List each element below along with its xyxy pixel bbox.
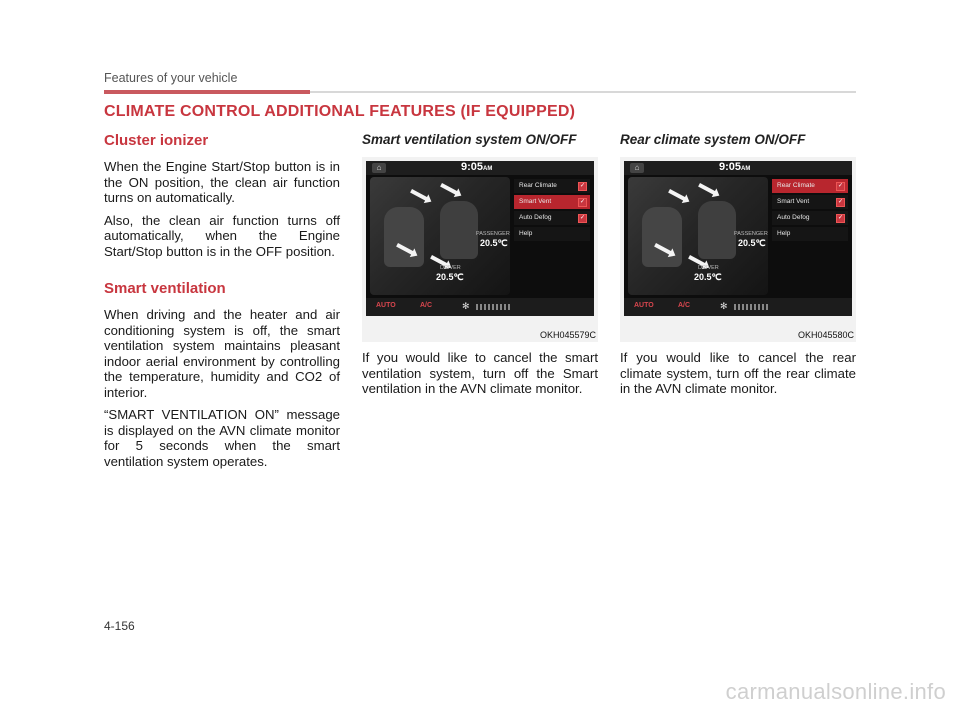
paragraph: If you would like to cancel the rear climate system, turn off the rear climate in the AVN climate monitor.: [620, 350, 856, 396]
page-number: 4-156: [104, 619, 135, 633]
menu-item-rear-climate: Rear Climate ✓: [514, 179, 590, 193]
fan-icon: ✻: [462, 301, 470, 311]
home-icon: ⌂: [630, 163, 644, 173]
climate-menu: [772, 179, 848, 243]
clock: 9:05AM: [461, 161, 493, 173]
checkbox-icon: ✓: [579, 199, 586, 205]
paragraph: Also, the clean air function turns off automatically, when the Engine Start/Stop button is in the OFF position.: [104, 212, 340, 259]
paragraph: If you would like to cancel the smart ventilation system, turn off the Smart ventilation in the AVN climate monitor.: [362, 350, 598, 396]
heading-smart-ventilation: Smart ventilation: [104, 280, 226, 297]
heading-smart-ventilation-onoff: Smart ventilation system ON/OFF: [362, 132, 577, 147]
paragraph: When the Engine Start/Stop button is in the ON position, the clean air function turns on automatically.: [104, 159, 340, 205]
avn-climate-screen: ⌂ 9:05AM PASSENGER 20.5℃ DRIVER 20.5℃ Rear Climate ✓ Smart Vent ✓ Auto Defog ✓ Help AUTO A/C ✻: [366, 161, 594, 316]
car-interior-illustration: PASSENGER 20.5℃ DRIVER 20.5℃: [370, 177, 510, 295]
menu-item-help: Help: [514, 227, 590, 241]
home-icon: ⌂: [372, 163, 386, 173]
fan-speed-bars: [734, 304, 768, 310]
header-rule: [310, 91, 856, 93]
paragraph: When driving and the heater and air conditioning system is off, the smart ventilation system maintains pleasant indoor aerial environment by controlling the temperature, humidity and CO2 of interior.: [104, 307, 340, 400]
image-code: OKH045580C: [797, 330, 854, 340]
image-code: OKH045579C: [539, 330, 596, 340]
avn-climate-screen: ⌂ 9:05AM PASSENGER 20.5℃ DRIVER 20.5℃ Rear Climate ✓ Smart Vent ✓ Auto Defog ✓ Help AUTO A/C ✻: [624, 161, 852, 316]
climate-menu: [514, 179, 590, 243]
header-rule-accent: [104, 90, 310, 94]
menu-item-rear-climate: Rear Climate ✓: [772, 179, 848, 193]
section-title: CLIMATE CONTROL ADDITIONAL FEATURES (IF EQUIPPED): [104, 103, 576, 120]
checkbox-icon: ✓: [837, 215, 844, 221]
watermark: carmanualsonline.info: [725, 679, 946, 704]
running-title: Features of your vehicle: [104, 71, 238, 85]
clock: 9:05AM: [719, 161, 751, 173]
menu-item-help: Help: [772, 227, 848, 241]
figure-avn-screen: [620, 157, 856, 342]
figure-avn-screen: [362, 157, 598, 342]
menu-item-smart-vent: Smart Vent ✓: [772, 195, 848, 209]
checkbox-icon: ✓: [837, 199, 844, 205]
menu-item-auto-defog: Auto Defog ✓: [514, 211, 590, 225]
column-right: [620, 128, 856, 404]
fan-icon: ✻: [720, 301, 728, 311]
menu-item-smart-vent: Smart Vent ✓: [514, 195, 590, 209]
paragraph: “SMART VENTILATION ON” message is displayed on the AVN climate monitor for 5 seconds when the smart ventilation system operates.: [104, 407, 340, 469]
column-left: [104, 128, 340, 476]
menu-item-auto-defog: Auto Defog ✓: [772, 211, 848, 225]
checkbox-icon: ✓: [579, 183, 586, 189]
car-interior-illustration: PASSENGER 20.5℃ DRIVER 20.5℃: [628, 177, 768, 295]
column-middle: [362, 128, 598, 404]
checkbox-icon: ✓: [579, 215, 586, 221]
heading-cluster-ionizer: Cluster ionizer: [104, 132, 209, 149]
heading-rear-climate-onoff: Rear climate system ON/OFF: [620, 132, 806, 147]
fan-speed-bars: [476, 304, 510, 310]
checkbox-icon: ✓: [837, 183, 844, 189]
